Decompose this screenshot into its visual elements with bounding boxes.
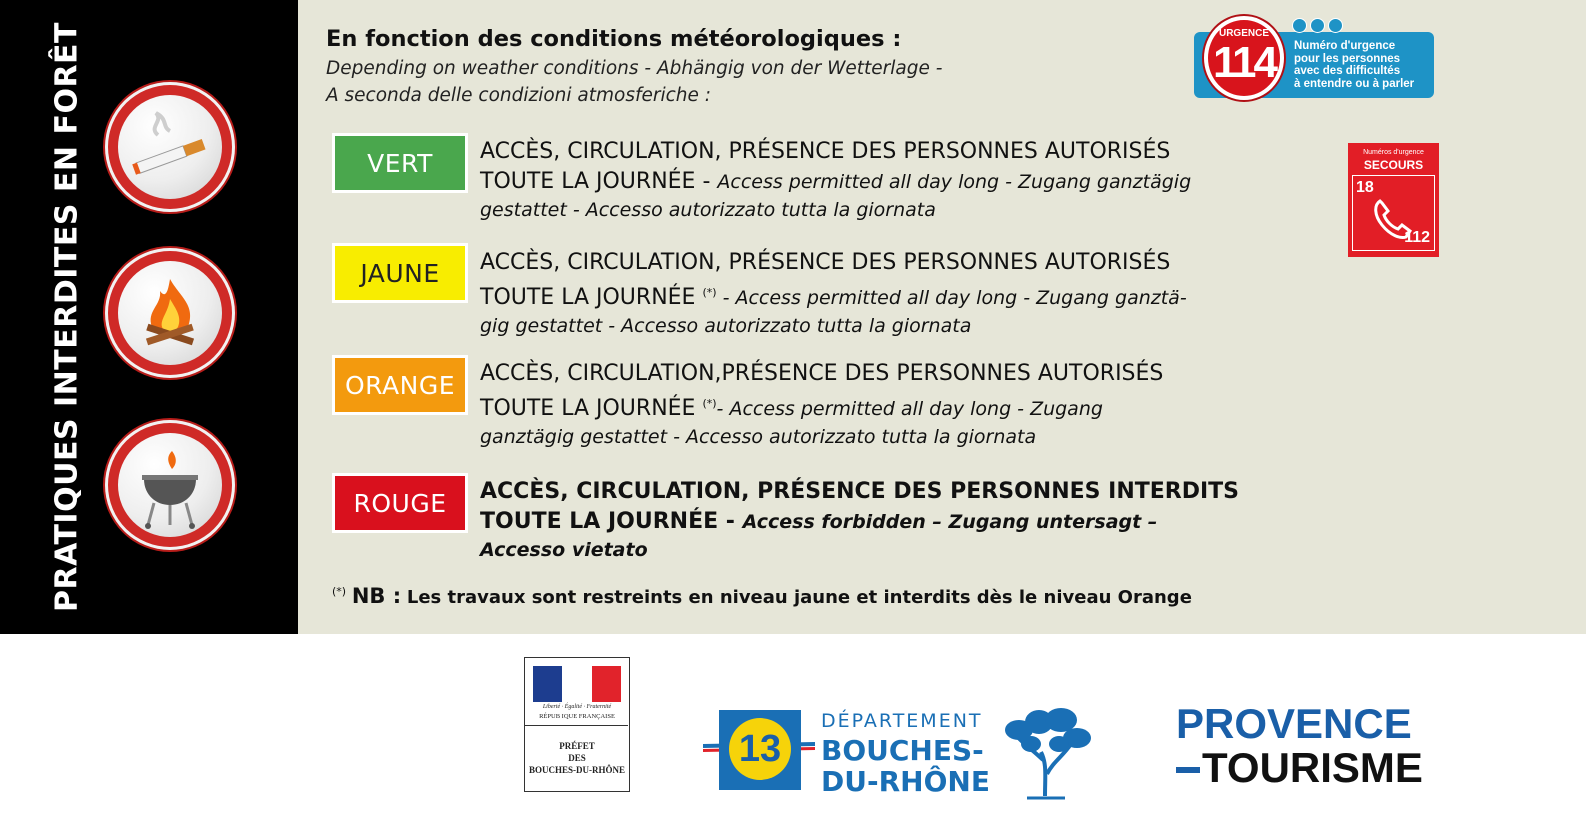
secours-card <box>1348 143 1439 257</box>
level-fr-line: ACCÈS, CIRCULATION,PRÉSENCE DES PERSONNES AUTORISÉS <box>480 361 1164 386</box>
level-translation: gig gestattet - Accesso autorizzato tutta la giornata <box>480 315 972 337</box>
note-text: Les travaux sont restreints en niveau jaune et interdits dès le niveau Orange <box>406 587 1192 608</box>
note-mark: (*) <box>702 397 717 410</box>
urgence-number: 114 <box>1213 38 1275 87</box>
departement-badge <box>719 710 801 790</box>
no-campfire-icon <box>105 248 235 378</box>
departement-label: DÉPARTEMENT <box>821 710 983 732</box>
note-mark: (*) <box>332 585 347 598</box>
provence-line-1: PROVENCE <box>1176 700 1412 747</box>
note-mark: (*) <box>702 286 717 299</box>
level-text-jaune <box>480 248 1270 340</box>
sidebar-title: PRATIQUES INTERDITES EN FORÊT <box>49 21 85 613</box>
level-badge-vert: VERT <box>332 133 468 193</box>
departement-logo <box>703 704 1093 804</box>
secours-number-18: 18 <box>1356 179 1374 196</box>
no-barbecue-icon <box>105 420 235 550</box>
level-fr-line: TOUTE LA JOURNÉE - <box>480 169 711 194</box>
level-fr-line: ACCÈS, CIRCULATION, PRÉSENCE DES PERSONNES INTERDITS <box>480 479 1240 504</box>
footer <box>0 634 1586 818</box>
phone-icon <box>1370 197 1418 241</box>
level-badge-jaune: JAUNE <box>332 243 468 303</box>
level-fr-line: TOUTE LA JOURNÉE <box>480 396 696 421</box>
sidebar <box>0 0 298 634</box>
olive-tree-icon <box>1001 704 1093 800</box>
hand-icon <box>1310 18 1325 33</box>
main-panel <box>298 0 1586 634</box>
speech-icon <box>1328 18 1343 33</box>
departement-name-2: DU-RHÔNE <box>821 765 990 798</box>
subtitle-line-2: A seconda delle condizioni atmosferiche : <box>326 85 712 106</box>
secours-small: Numéros d'urgence <box>1363 149 1424 156</box>
level-translation: ganztägig gestattet - Accesso autorizzato tutta la giornata <box>480 426 1037 448</box>
departement-name-1: BOUCHES- <box>821 734 984 767</box>
level-translation: Access forbidden – Zugang untersagt – <box>742 511 1158 533</box>
level-translation: Accesso vietato <box>480 539 648 561</box>
level-text-rouge <box>480 477 1270 564</box>
no-smoking-icon <box>105 82 235 212</box>
provence-tourisme-logo <box>1176 700 1446 796</box>
level-fr-line: ACCÈS, CIRCULATION, PRÉSENCE DES PERSONNES AUTORISÉS <box>480 250 1171 275</box>
level-translation: - Access permitted all day long - Zugang <box>716 398 1103 420</box>
secours-number-112: 112 <box>1404 229 1430 246</box>
ear-icon <box>1292 18 1307 33</box>
subtitle-line-1: Depending on weather conditions - Abhängig von der Wetterlage - <box>326 58 943 79</box>
departement-number: 13 <box>729 718 791 780</box>
secours-title: SECOURS <box>1363 158 1424 172</box>
level-text-vert <box>480 137 1270 224</box>
accessibility-icons <box>1292 18 1343 33</box>
level-badge-orange: ORANGE <box>332 355 468 415</box>
urgence-label: URGENCE <box>1218 28 1269 39</box>
note-label: NB : <box>351 584 402 608</box>
level-fr-line: TOUTE LA JOURNÉE - <box>480 509 735 534</box>
urgence-114-badge <box>1194 16 1438 102</box>
prefet-name: PRÉFET DES BOUCHES-DU-RHÔNE <box>529 741 626 775</box>
level-fr-line: TOUTE LA JOURNÉE <box>480 285 696 310</box>
level-translation: - Access permitted all day long - Zugang ganztä- <box>716 287 1187 309</box>
footnote <box>332 584 1192 608</box>
page-title: En fonction des conditions météorologiques : <box>326 26 902 52</box>
urgence-description: Numéro d'urgence pour les personnes avec des difficultés à entendre ou à parler <box>1294 40 1415 91</box>
prefet-republic: RÉPUB IQUE FRANÇAISE <box>539 713 615 720</box>
provence-line-2: TOURISME <box>1202 744 1423 791</box>
prefet-logo <box>524 657 630 792</box>
level-text-orange <box>480 359 1270 451</box>
marianne-flag-icon <box>533 666 621 702</box>
level-translation: Access permitted all day long - Zugang ganztägig <box>717 171 1192 193</box>
level-translation: gestattet - Accesso autorizzato tutta la giornata <box>480 199 936 221</box>
level-fr-line: ACCÈS, CIRCULATION, PRÉSENCE DES PERSONNES AUTORISÉS <box>480 139 1171 164</box>
prefet-motto: Liberté · Égalité · Fraternité <box>542 704 612 710</box>
level-badge-rouge: ROUGE <box>332 473 468 533</box>
